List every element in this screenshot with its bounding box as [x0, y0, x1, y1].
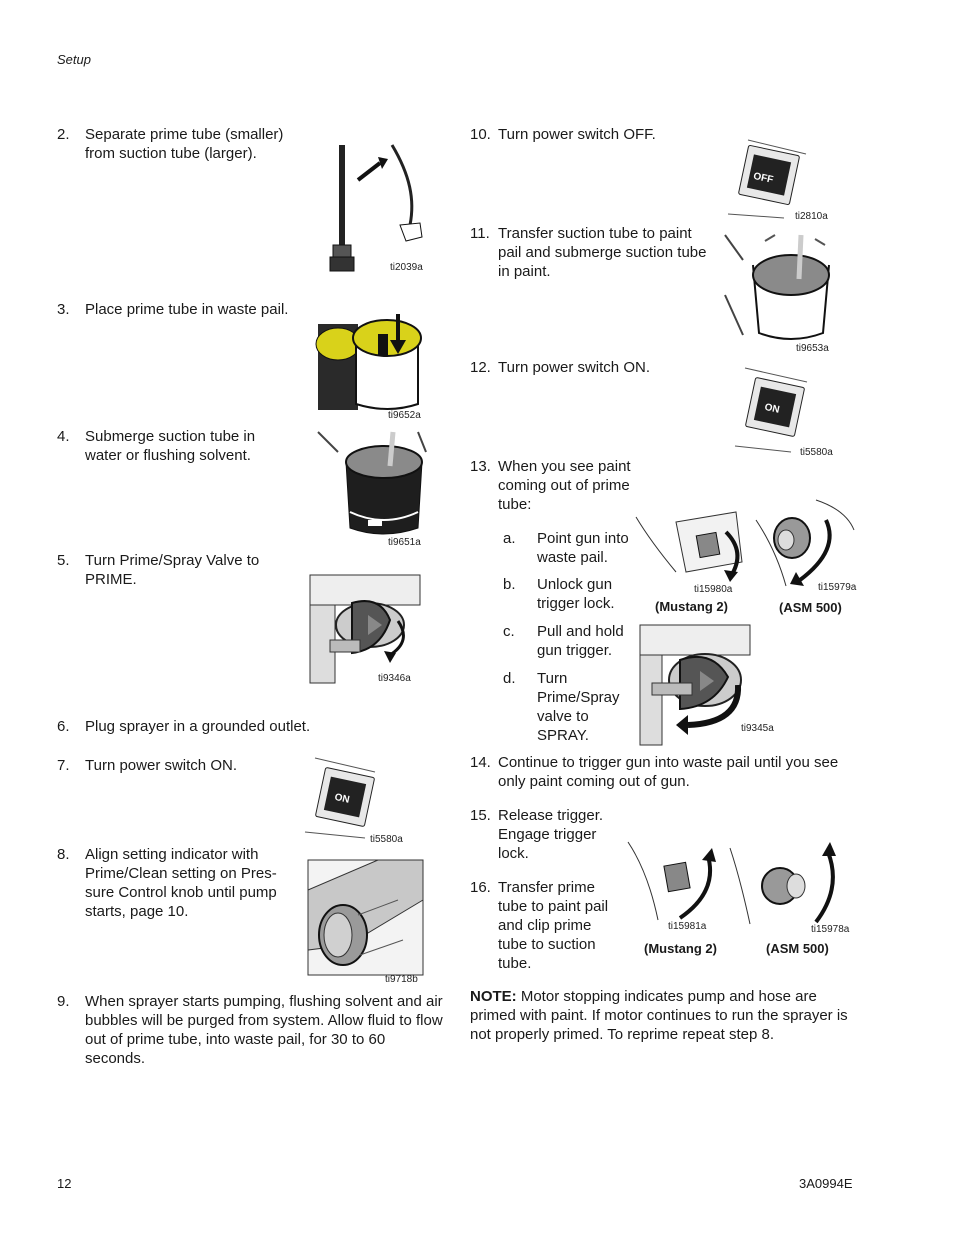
- step-number: 10.: [470, 126, 491, 143]
- note-text: Motor stopping indicates pump and hose are primed with paint. If motor continues to run the sprayer is not properly primed. To reprime repeat step 8.: [470, 988, 848, 1043]
- figure-tag: ti9651a: [388, 537, 421, 548]
- figure-tag: ti15981a: [668, 921, 707, 932]
- note-paragraph: [470, 987, 865, 1044]
- gun-lock-asm-illustration: [730, 838, 840, 926]
- step-text: When you see paint coming out of prime tube:: [498, 458, 631, 513]
- step-number: 9.: [57, 993, 70, 1010]
- step-text: Align setting indicator with Prime/Clean setting on Pres-sure Control knob until pump starts, page 10.: [85, 846, 277, 920]
- substep-letter: c.: [503, 623, 515, 640]
- step-text: Transfer prime tube to paint pail and clip prime tube to suction tube.: [498, 879, 609, 972]
- figure-caption: (ASM 500): [766, 941, 829, 956]
- figure-tag: ti15980a: [694, 584, 733, 595]
- prime-valve-illustration: [310, 575, 420, 683]
- document-number: 3A0994E: [799, 1176, 853, 1191]
- substep-text: Point gun into waste pail.: [537, 530, 629, 566]
- figure-caption: (ASM 500): [779, 600, 842, 615]
- figure-tag: ti9346a: [378, 673, 411, 684]
- figure-tag: ti9718b: [385, 974, 418, 985]
- figure-tag: ti5580a: [800, 447, 833, 458]
- substep-text: Pull and hold gun trigger.: [537, 623, 624, 659]
- step-text: Place prime tube in waste pail.: [85, 301, 289, 318]
- step-text: Turn Prime/Spray Valve to PRIME.: [85, 552, 260, 588]
- section-header: Setup: [57, 52, 91, 67]
- pressure-knob-illustration: [308, 860, 423, 975]
- step-number: 5.: [57, 552, 70, 569]
- step-number: 7.: [57, 757, 70, 774]
- substep-text: Turn Prime/Spray valve to SPRAY.: [537, 670, 620, 744]
- step-text: Turn power switch ON.: [498, 359, 650, 376]
- substep-letter: d.: [503, 670, 516, 687]
- step-text: Turn power switch ON.: [85, 757, 237, 774]
- figure-tag: ti15979a: [818, 582, 857, 593]
- substep-text: Unlock gun trigger lock.: [537, 576, 615, 612]
- waste-pail-illustration: [318, 304, 426, 410]
- step-number: 4.: [57, 428, 70, 445]
- step-number: 16.: [470, 879, 491, 896]
- gun-unlock-mustang-illustration: [636, 512, 748, 580]
- step-text: When sprayer starts pumping, flushing solvent and air bubbles will be purged from system. Allow fluid to flow out of prime tube, into waste pail, for 30 to 60 seconds.: [85, 993, 443, 1067]
- step-text: Submerge suction tube in water or flushing solvent.: [85, 428, 256, 464]
- note-label: NOTE:: [470, 988, 517, 1005]
- step-number: 13.: [470, 458, 491, 475]
- step-number: 14.: [470, 754, 491, 771]
- substep-letter: b.: [503, 576, 516, 593]
- substep-letter: a.: [503, 530, 516, 547]
- step-number: 2.: [57, 126, 70, 143]
- figure-tag: ti9345a: [741, 723, 774, 734]
- paint-pail-illustration: [725, 235, 833, 343]
- step-text: Continue to trigger gun into waste pail until you see only paint coming out of gun.: [498, 754, 839, 790]
- gun-lock-mustang-illustration: [628, 842, 718, 922]
- gun-unlock-asm-illustration: [756, 500, 856, 588]
- switch-on-label: ON: [763, 401, 781, 416]
- step-number: 11.: [470, 225, 490, 242]
- spray-valve-illustration: [640, 625, 750, 745]
- switch-off-label: OFF: [752, 170, 775, 186]
- step-number: 3.: [57, 301, 70, 318]
- step-number: 15.: [470, 807, 491, 824]
- figure-tag: ti9653a: [796, 343, 829, 354]
- step-text: Release trigger. Engage trigger lock.: [498, 807, 604, 862]
- step-number: 6.: [57, 718, 70, 735]
- figure-caption: (Mustang 2): [644, 941, 717, 956]
- power-switch-on-illustration-2: [735, 368, 810, 458]
- step-number: 8.: [57, 846, 70, 863]
- step-text: Plug sprayer in a grounded outlet.: [85, 718, 311, 735]
- step-number: 12.: [470, 359, 491, 376]
- step-text: Separate prime tube (smaller) from suction tube (larger).: [85, 126, 284, 162]
- page-number: 12: [57, 1176, 72, 1191]
- figure-tag: ti15978a: [811, 924, 850, 935]
- suction-tube-pail-illustration: [318, 432, 426, 538]
- step-text: Transfer suction tube to paint pail and submerge suction tube in paint.: [498, 225, 707, 280]
- figure-tag: ti2810a: [795, 211, 828, 222]
- figure-tag: ti9652a: [388, 410, 421, 421]
- step-text: Turn power switch OFF.: [498, 126, 656, 143]
- power-switch-on-illustration: [305, 758, 380, 848]
- figure-tag: ti2039a: [390, 262, 423, 273]
- figure-tag: ti5580a: [370, 834, 403, 845]
- figure-caption: (Mustang 2): [655, 599, 728, 614]
- switch-on-label: ON: [333, 791, 351, 806]
- prime-tube-illustration: [320, 145, 430, 275]
